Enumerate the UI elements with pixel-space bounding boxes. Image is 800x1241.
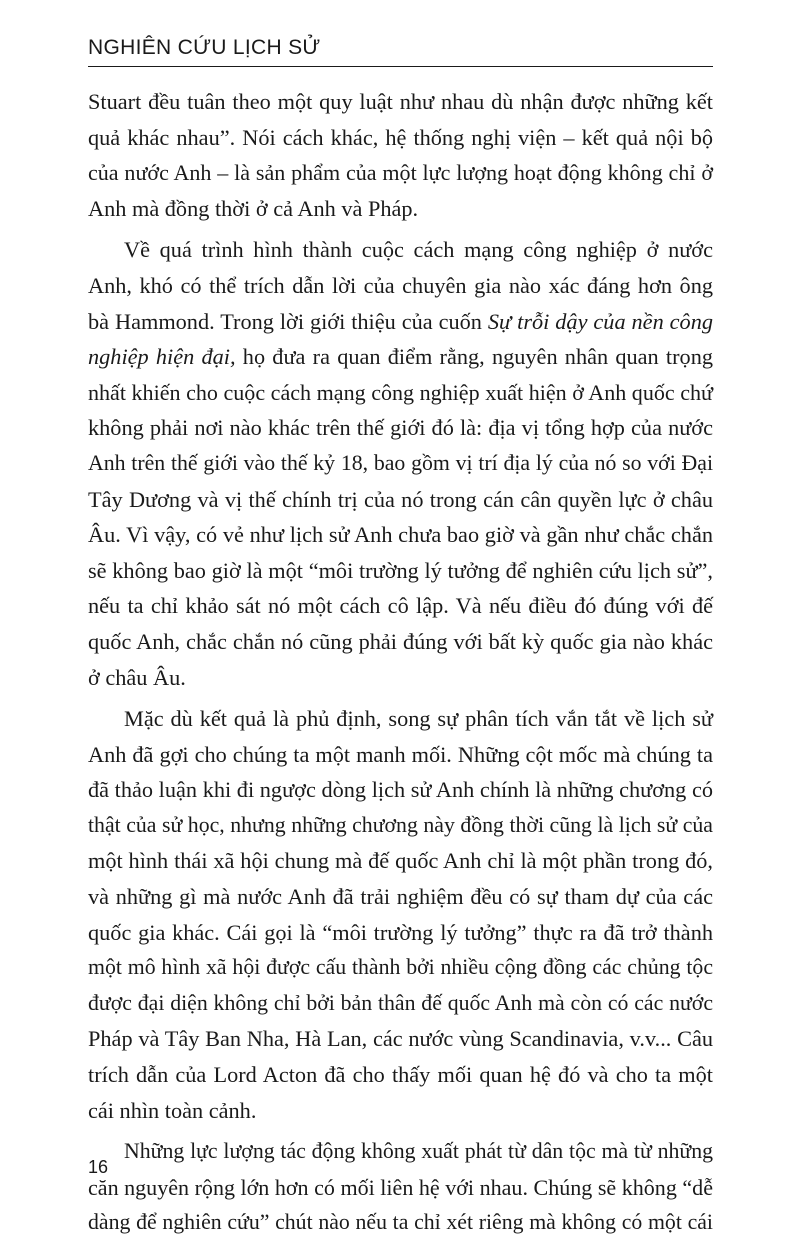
text-line: Âu. Vì vậy, có vẻ như lịch sử Anh chưa bao giờ và gần như chắc chắn [88,522,713,548]
text-line: nếu ta chỉ khảo sát nó một cách cô lập. Và nếu điều đó đúng với đế [88,593,713,619]
text-line: sẽ không bao giờ là một “môi trường lý tưởng để nghiên cứu lịch sử”, [88,557,713,583]
paragraph-1 [88,84,713,226]
text-line: trích dẫn của Lord Acton đã cho thấy mối quan hệ đó và cho ta một [88,1062,713,1088]
text-line: Anh, khó có thể trích dẫn lời của chuyên gia nào xác đáng hơn ông [88,272,713,298]
body-text [88,84,713,1241]
text-run: họ đưa ra quan điểm rằng, nguyên nhân quan trọng [235,344,713,370]
header-rule [88,66,713,67]
text-line: một mô hình xã hội được cấu thành bởi nhiều cộng đồng các chủng tộc [88,955,713,980]
text-line: dàng để nghiên cứu” chút nào nếu ta chỉ xét riêng mà không có một cái [88,1210,713,1235]
text-line [88,339,713,375]
text-line: quốc Anh, chắc chắn nó cũng phải đúng với bất kỳ quốc gia nào khác [88,628,713,654]
text-line: thật của sử học, nhưng những chương này đồng thời cũng là lịch sử của [88,812,713,837]
text-line: Pháp và Tây Ban Nha, Hà Lan, các nước vùng Scandinavia, v.v... Câu [88,1026,713,1052]
book-title: Sự trỗi dậy của nền công [487,308,713,334]
text-line: Anh đã gợi cho chúng ta một manh mối. Những cột mốc mà chúng ta [88,741,713,767]
text-line: ở châu Âu. [88,664,186,690]
text-line: Anh mà đồng thời ở cả Anh và Pháp. [88,195,419,221]
text-line: Những lực lượng tác động không xuất phát từ dân tộc mà từ những [124,1139,713,1164]
text-line: quốc gia khác. Cái gọi là “môi trường lý tưởng” thực ra đã trở thành [88,919,713,945]
text-line: một hình thái xã hội chung mà đế quốc Anh chỉ là một phần trong đó, [88,848,713,874]
page-number: 16 [88,1157,109,1177]
text-line: đã thảo luận khi đi ngược dòng lịch sử Anh chính là những chương có [88,777,713,803]
book-title-cont: nghiệp hiện đại, [88,344,236,370]
text-line: căn nguyên rộng lớn hơn có mối liên hệ với nhau. Chúng sẽ không “dễ [88,1174,713,1200]
text-line: Stuart đều tuân theo một quy luật như nhau dù nhận được những kết [88,89,713,114]
text-line: của nước Anh – là sản phẩm của một lực lượng hoạt động không chỉ ở [88,160,713,186]
text-line: không phải nơi nào khác trên thế giới đó là: địa vị tổng hợp của nước [88,415,713,441]
paragraph-2 [88,232,713,695]
text-line: Tây Dương và vị thế chính trị của nó trong cán cân quyền lực ở châu [88,486,713,512]
text-line: nhất khiến cho cuộc cách mạng công nghiệp xuất hiện ở Anh quốc chứ [88,379,713,405]
text-line: được đại diện không chỉ bởi bản thân đế quốc Anh mà còn có các nước [88,990,713,1015]
text-line [88,304,713,340]
paragraph-4 [88,1134,713,1241]
text-line: Anh trên thế giới vào thế kỷ 18, bao gồm vị trí địa lý của nó so với Đại [88,450,713,475]
text-line: Mặc dù kết quả là phủ định, song sự phân tích vắn tắt về lịch sử [124,706,713,732]
paragraph-3 [88,701,713,1128]
text-line: cái nhìn toàn cảnh. [88,1097,257,1123]
text-line: và những gì mà nước Anh đã trải nghiệm đều có sự tham dự của các [88,884,713,910]
text-line: quả khác nhau”. Nói cách khác, hệ thống nghị viện – kết quả nội bộ [88,124,713,150]
text-line: Về quá trình hình thành cuộc cách mạng công nghiệp ở nước [124,237,713,263]
text-run: bà Hammond. Trong lời giới thiệu của cuốn [88,308,488,334]
running-header: NGHIÊN CỨU LỊCH SỬ [88,36,321,59]
